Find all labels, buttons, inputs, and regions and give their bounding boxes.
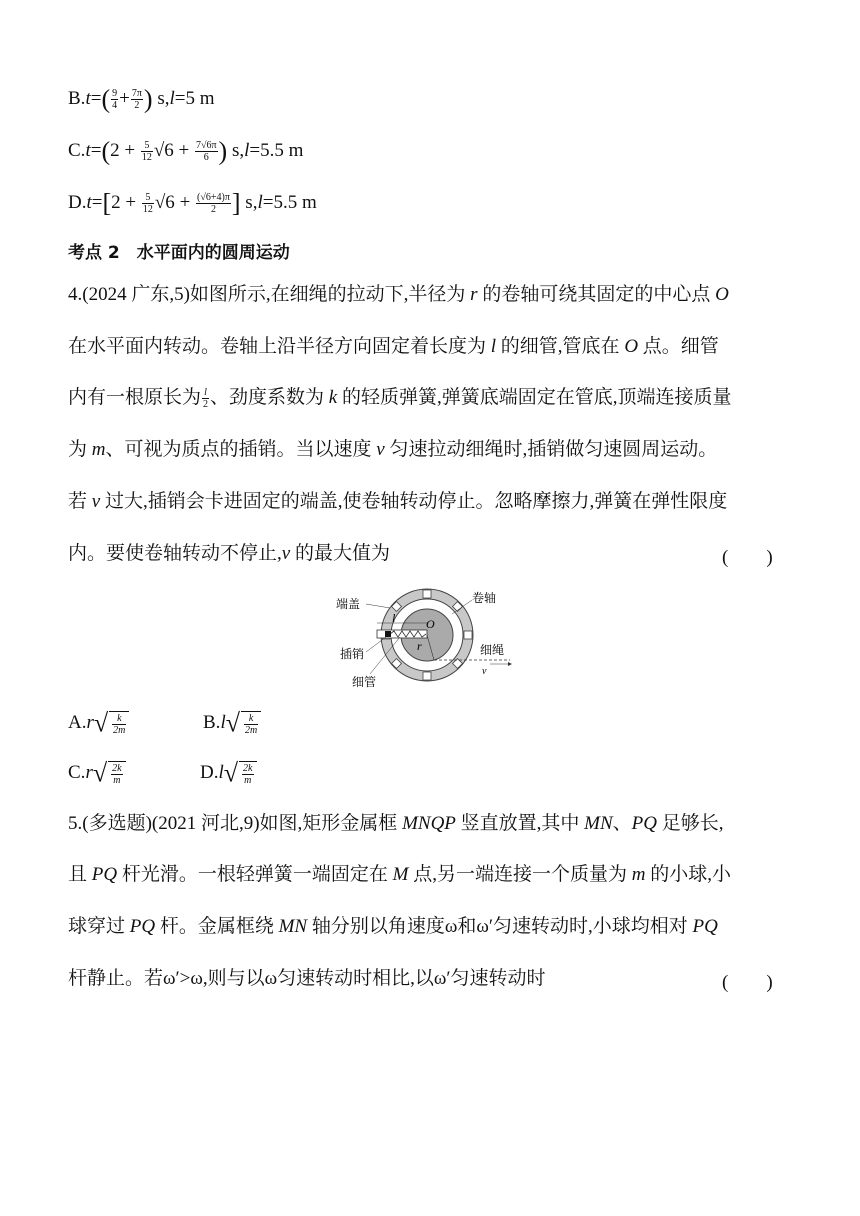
q5-line-3: 球穿过 PQ 杆。金属框绕 MN 轴分别以角速度ω和ω′匀速转动时,小球均相对 PQ [68, 916, 718, 937]
label-tube: 细管 [352, 675, 377, 688]
option-b-q4: B.l√ $\frac{k}{2m}$ [203, 711, 261, 736]
answer-bracket: ( ) [722, 972, 773, 993]
q4-line-6: 内。要使卷轴转动不停止,v 的最大值为 [68, 543, 390, 564]
label-end-cap: 端盖 [336, 597, 361, 611]
label-O: O [426, 617, 435, 631]
label-pin: 插销 [340, 647, 365, 661]
fraction: $\frac{7\pi}{2}$ [131, 88, 142, 112]
option-c-q3: C.t=(2 + $\frac{5}{12}$ √6 + $\frac{7√6\pi}{6}$ ) s,l=5.5 m [68, 136, 304, 166]
q4-line-3: 内有一根原长为 $\frac{l}{2}$ 、劲度系数为 k 的轻质弹簧,弹簧底端固定在管底,顶端连接质量 [68, 387, 732, 411]
q5-line-1: 5.(多选题)(2021 河北,9)如图,矩形金属框 MNQP 竖直放置,其中 MN、PQ 足够长, [68, 813, 724, 834]
option-d-q3: D.t=[2 + $\frac{5}{12}$ √6 + $\frac{(√6+4)\pi}{2}$ ] s,l=5.5 m [68, 188, 317, 218]
q5-line-2: 且 PQ 杆光滑。一根轻弹簧一端固定在 M 点,另一端连接一个质量为 m 的小球,小 [68, 864, 731, 885]
paren-open: ( [101, 84, 111, 114]
option-b-q3: B.t=( $\frac{9}{4}$ + $\frac{7\pi}{2}$ ) s,l=5 m [68, 84, 215, 114]
reel-diagram [330, 588, 530, 688]
q4-line-4: 为 m、可视为质点的插销。当以速度 v 匀速拉动细绳时,插销做匀速圆周运动。 [68, 439, 718, 460]
q4-line-2: 在水平面内转动。卷轴上沿半径方向固定着长度为 l 的细管,管底在 O 点。细管 [68, 336, 719, 357]
label-rope: 细绳 [480, 643, 505, 657]
fraction: $\frac{9}{4}$ [112, 88, 118, 112]
label-r: r [417, 639, 422, 653]
option-d-q4: D.l√ $\frac{2k}{m}$ [200, 761, 257, 786]
label-reel: 卷轴 [472, 591, 497, 605]
section-heading: 考点 2 水平面内的圆周运动 [68, 243, 290, 263]
option-a-q4: A.r√ $\frac{k}{2m}$ [68, 711, 129, 736]
q4-line-5: 若 v 过大,插销会卡进固定的端盖,使卷轴转动停止。忽略摩擦力,弹簧在弹性限度 [68, 491, 728, 512]
q5-line-4: 杆静止。若ω′>ω,则与以ω匀速转动时相比,以ω′匀速转动时 [68, 968, 546, 989]
answer-bracket: ( ) [722, 547, 773, 568]
option-c-q4: C.r√ $\frac{2k}{m}$ [68, 761, 126, 786]
label-v: v [482, 666, 487, 677]
reel-figure [330, 588, 530, 688]
label-l: l [392, 611, 396, 625]
q4-line-1: 4.(2024 广东,5)如图所示,在细绳的拉动下,半径为 r 的卷轴可绕其固定的中心点 O [68, 284, 729, 305]
paren-close: ) [143, 84, 153, 114]
